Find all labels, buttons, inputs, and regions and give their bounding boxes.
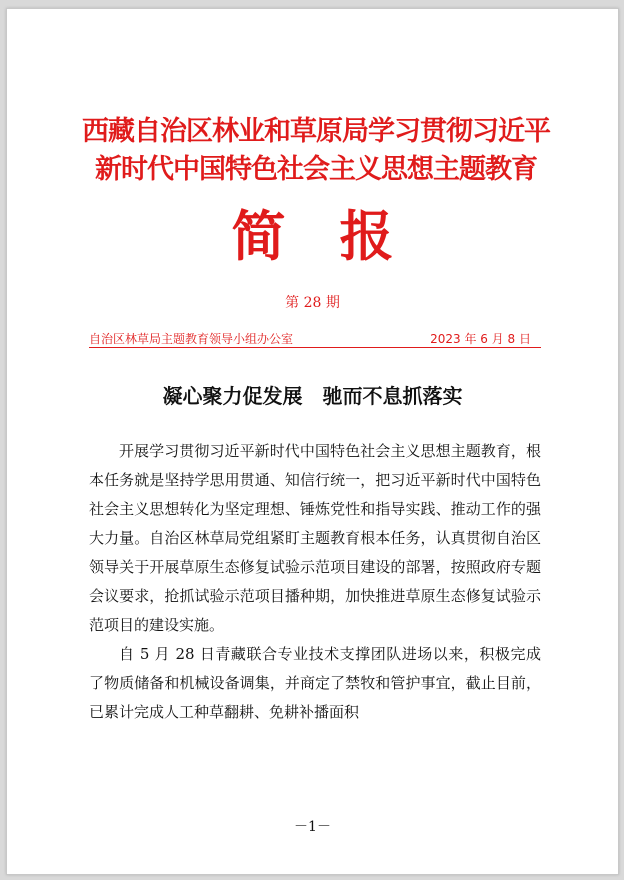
article-body: [89, 437, 541, 727]
issuing-office: 自治区林草局主题教育领导小组办公室: [89, 332, 294, 346]
document-page: [6, 8, 619, 875]
article-title-part1: 凝心聚力促发展: [162, 384, 303, 408]
article-title: [7, 381, 618, 411]
brief-char-2: 报: [339, 204, 394, 268]
brief-title: [7, 203, 618, 269]
header-title-line1: 西藏自治区林业和草原局学习贯彻习近平: [82, 116, 550, 147]
issuer-row: [89, 329, 541, 349]
brief-char-1: 简: [231, 204, 286, 268]
issue-number: 第 28 期: [285, 295, 340, 311]
paragraph: 自 5 月 28 日青藏联合专业技术支撑团队进场以来，积极完成了物质储备和机械设备调集，并商定了禁牧和管护事宜，截止目前，已累计完成人工种草翻耕、免耕补播面积: [89, 645, 541, 721]
issue-date: 2023 年 6 月 8 日: [430, 332, 531, 346]
article-title-part2: 驰而不息抓落实: [322, 384, 463, 408]
header-title-line2: 新时代中国特色社会主义思想主题教育: [95, 154, 537, 185]
header-divider: [89, 347, 541, 348]
paragraph: 开展学习贯彻习近平新时代中国特色社会主义思想主题教育，根本任务就是坚持学思用贯通、知信行统一，把习近平新时代中国特色社会主义思想转化为坚定理想、锤炼党性和指导实践、推动工作的强大力量。自治区林草局党组紧盯主题教育根本任务，认真贯彻自治区领导关于开展草原生态修复试验示范项目建设的部署，按照政府专题会议要求，抢抓试验示范项目播种期，加快推进草原生态修复试验示范项目的建设实施。: [89, 442, 541, 634]
page-number: －1－: [294, 819, 331, 835]
